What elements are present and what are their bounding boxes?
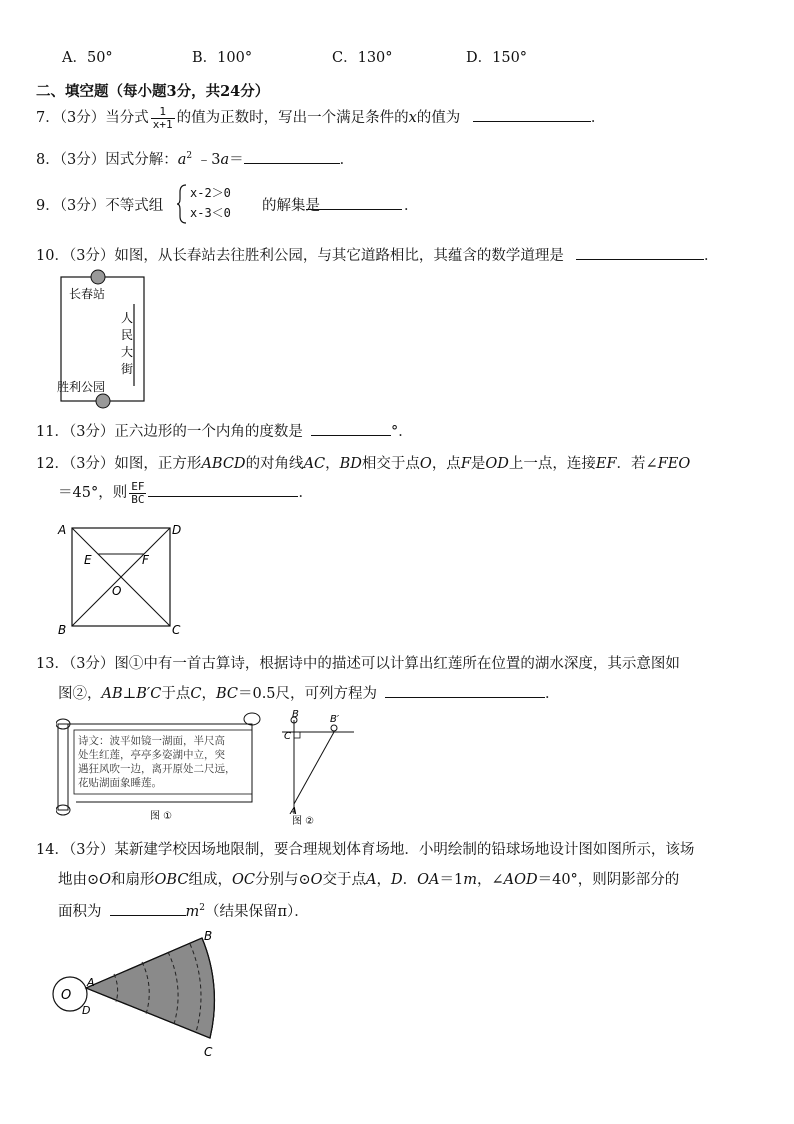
label-station: 长春站 <box>69 287 106 301</box>
label-B: B <box>292 709 299 720</box>
answer-blank-11[interactable] <box>311 422 391 436</box>
poem-line-2: 处生红莲，亭亭多姿湖中立，突 <box>78 749 225 761</box>
label-park: 胜利公园 <box>57 380 106 394</box>
label-street-1: 人 <box>121 311 134 325</box>
question-13-line2: 图②，AB⊥B′C于点C，BC＝0.5尺，可列方程为 ． <box>58 686 560 702</box>
question-12-line2: ＝45°，则 $\frac{EF}{BC}$ ． <box>58 479 313 506</box>
question-12-line1: 12．（3分）如图，正方形ABCD的对角线AC，BD相交于点O，点F是OD上一点，连接EF．若∠FEO <box>36 456 691 472</box>
answer-blank-10[interactable] <box>576 246 704 260</box>
station-marker <box>91 270 105 284</box>
figure-q13-lake <box>264 706 364 826</box>
label-B-prime: B′ <box>330 714 340 725</box>
figure-q12-square <box>52 518 184 638</box>
label-O: O <box>112 584 122 598</box>
label-C: C <box>284 731 291 742</box>
label-A: A <box>58 523 67 537</box>
poem-line-3: 遇狂风吹一边，离开原处二尺远， <box>78 763 236 775</box>
option-a: A．50° <box>62 50 113 66</box>
answer-blank-7[interactable] <box>473 108 591 122</box>
answer-blank-14[interactable] <box>110 902 186 916</box>
label-F: F <box>142 553 149 567</box>
poem-line-1: 诗文：波平如镜一湖面，半尺高 <box>78 735 225 747</box>
question-8: 8．（3分）因式分解：$a^2$ ﹣3a＝ ． <box>36 151 355 168</box>
label-street-3: 大 <box>121 345 134 359</box>
figure-q10-map <box>55 266 155 412</box>
caption-fig1: 图 ① <box>150 811 173 822</box>
answer-blank-8[interactable] <box>244 150 340 164</box>
answer-blank-9[interactable] <box>306 196 402 210</box>
label-B: B <box>204 929 213 943</box>
label-D: D <box>82 1004 91 1017</box>
section-title: 二、填空题（每小题3分，共24分） <box>36 83 270 100</box>
park-marker <box>96 394 110 408</box>
label-street-2: 民 <box>121 328 134 342</box>
answer-blank-13[interactable] <box>385 684 545 698</box>
caption-fig2: 图 ② <box>292 816 315 826</box>
label-C: C <box>204 1045 213 1059</box>
question-14-line3: 面积为 $m^2$（结果保留π）． <box>58 903 309 920</box>
label-A: A <box>87 976 95 989</box>
label-B: B <box>58 623 67 637</box>
label-D: D <box>172 523 182 537</box>
label-O: O <box>61 988 72 1003</box>
poem-line-4: 花贴湖面象睡莲。 <box>78 777 162 789</box>
question-7: 7．（3分）当分式 $\frac{1}{x+1}$ 的值为正数时，写出一个满足条件的x的值为 ． <box>36 104 606 131</box>
label-C: C <box>172 623 181 637</box>
label-E: E <box>84 553 92 567</box>
answer-blank-12[interactable] <box>148 483 298 497</box>
option-d: D．150° <box>466 50 528 66</box>
fraction-q12: $\frac{EF}{BC}$ <box>131 479 145 506</box>
fraction-q7: $\frac{1}{x+1}$ <box>152 104 173 131</box>
brace-icon <box>177 184 187 224</box>
figure-q14-sector <box>50 926 230 1064</box>
question-11: 11．（3分）正六边形的一个内角的度数是 °． <box>36 424 413 440</box>
question-13-line1: 13．（3分）图①中有一首古算诗，根据诗中的描述可以计算出红莲所在位置的湖水深度，其示意图如 <box>36 656 680 672</box>
label-street-4: 街 <box>121 362 134 376</box>
figure-q13-scroll <box>56 710 262 822</box>
option-c: C．130° <box>332 50 393 66</box>
question-14-line1: 14．（3分）某新建学校因场地限制，要合理规划体育场地．小明绘制的铅球场地设计图如图所示，该场 <box>36 842 695 858</box>
option-b: B．100° <box>192 50 253 66</box>
question-14-line2: 地由⊙O和扇形OBC组成，OC分别与⊙O交于点A，D．OA＝1m，∠AOD＝40°，则阴影部分的 <box>58 872 680 888</box>
label-A: A <box>290 806 297 817</box>
question-10: 10．（3分）如图，从长春站去往胜利公园，与其它道路相比，其蕴含的数学道理是 ． <box>36 248 719 264</box>
